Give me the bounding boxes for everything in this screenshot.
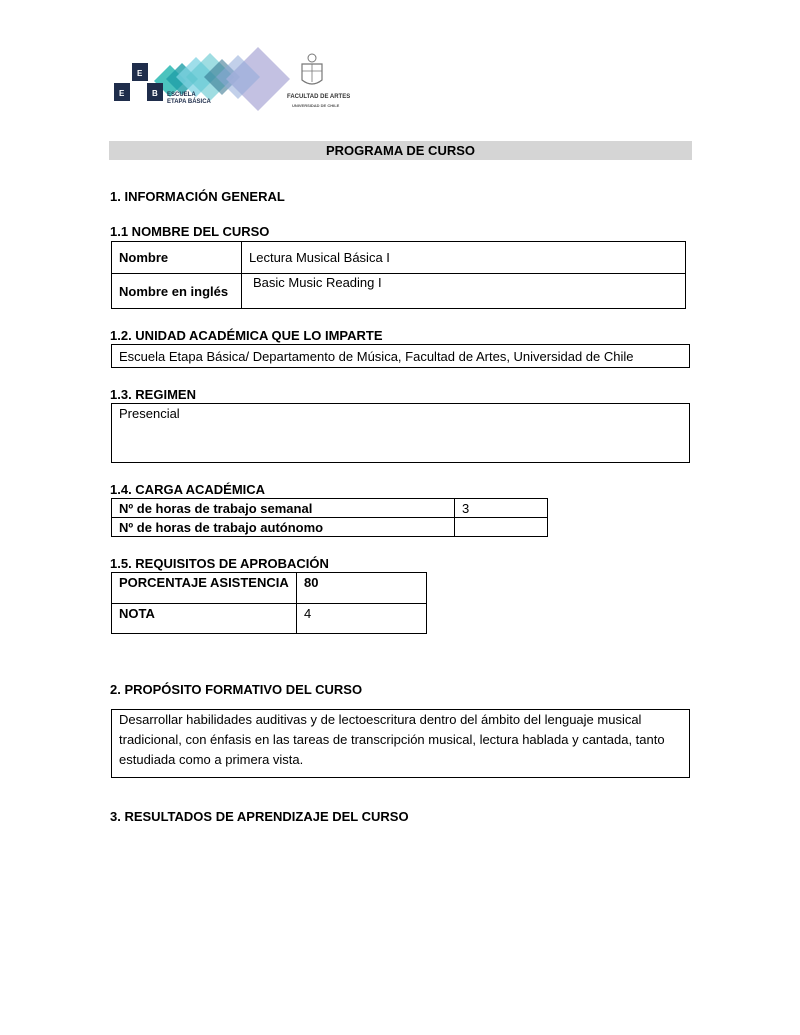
section-1-1-heading: 1.1 NOMBRE DEL CURSO	[110, 224, 270, 239]
academic-unit-value: Escuela Etapa Básica/ Departamento de Música, Facultad de Artes, Universidad de Chile	[119, 349, 634, 364]
purpose-line-2: tradicional, con énfasis en las tareas de transcripción musical, lectura hablada y cantada, tanto	[119, 732, 665, 747]
course-name-english-label: Nombre en inglés	[112, 274, 242, 309]
section-3-heading: 3. RESULTADOS DE APRENDIZAJE DEL CURSO	[110, 809, 409, 824]
regime-box	[111, 403, 690, 463]
eeb-letter-3: B	[152, 89, 158, 98]
section-1-2-heading: 1.2. UNIDAD ACADÉMICA QUE LO IMPARTE	[110, 328, 383, 343]
course-name-table	[111, 241, 686, 309]
table-row	[112, 499, 548, 518]
grade-value: 4	[297, 604, 427, 634]
eeb-letter-2: E	[119, 89, 125, 98]
table-row	[112, 274, 686, 309]
course-name-english-value: Basic Music Reading I	[242, 274, 686, 309]
eeb-logo-line1: ESCUELA	[167, 92, 196, 98]
table-row	[112, 242, 686, 274]
academic-unit-box	[111, 344, 690, 368]
section-1-heading: 1. INFORMACIÓN GENERAL	[110, 189, 285, 204]
section-2-heading: 2. PROPÓSITO FORMATIVO DEL CURSO	[110, 682, 363, 697]
weekly-hours-label: Nº de horas de trabajo semanal	[112, 499, 455, 518]
eeb-logo-line2: ETAPA BÁSICA	[167, 99, 211, 105]
faculty-logo-line1: FACULTAD DE ARTES	[287, 94, 351, 100]
eeb-logo	[110, 45, 295, 115]
course-name-label: Nombre	[112, 242, 242, 274]
table-row	[112, 518, 548, 537]
faculty-logo	[287, 52, 351, 112]
grade-label: NOTA	[112, 604, 297, 634]
eeb-letter-1: E	[137, 69, 143, 78]
approval-requirements-table	[111, 572, 427, 634]
document-title: PROGRAMA DE CURSO	[109, 141, 692, 160]
university-crest-icon	[290, 52, 350, 92]
section-1-3-heading: 1.3. REGIMEN	[110, 387, 196, 402]
purpose-line-1: Desarrollar habilidades auditivas y de lectoescritura dentro del ámbito del lenguaje musical	[119, 712, 642, 727]
purpose-line-3: estudiada como a primera vista.	[119, 752, 304, 767]
purpose-box	[111, 709, 690, 778]
section-1-4-heading: 1.4. CARGA ACADÉMICA	[110, 482, 266, 497]
autonomous-hours-value	[455, 518, 548, 537]
section-1-5-heading: 1.5. REQUISITOS DE APROBACIÓN	[110, 556, 329, 571]
autonomous-hours-label: Nº de horas de trabajo autónomo	[112, 518, 455, 537]
academic-load-table	[111, 498, 548, 537]
course-name-value: Lectura Musical Básica I	[242, 242, 686, 274]
regime-value: Presencial	[119, 406, 180, 421]
table-row	[112, 573, 427, 604]
attendance-value: 80	[297, 573, 427, 604]
weekly-hours-value: 3	[455, 499, 548, 518]
attendance-label: PORCENTAJE ASISTENCIA	[112, 573, 297, 604]
faculty-logo-line2: UNIVERSIDAD DE CHILE	[292, 103, 340, 108]
table-row	[112, 604, 427, 634]
